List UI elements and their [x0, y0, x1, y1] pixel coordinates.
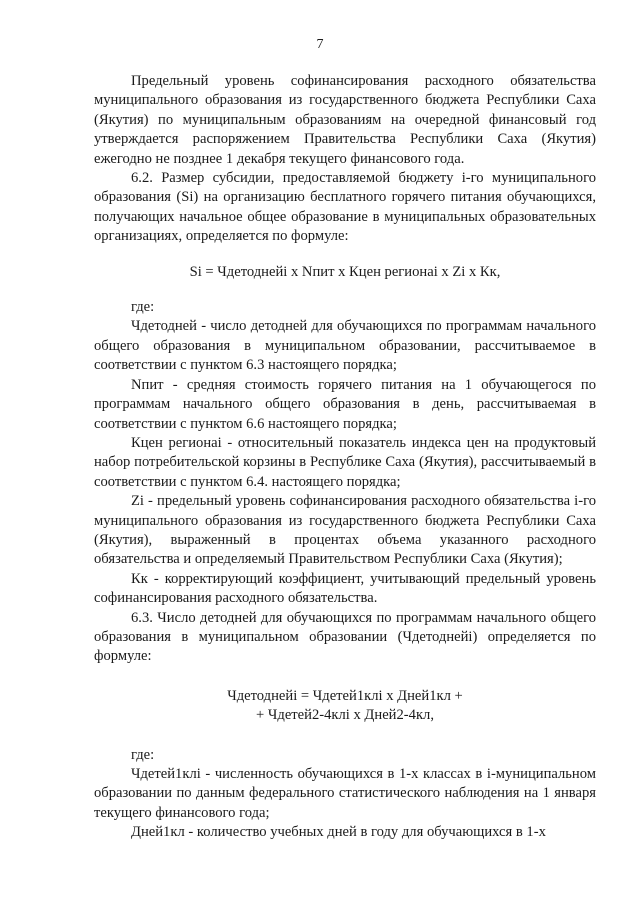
paragraph-cofinancing-limit: Предельный уровень софинансирования расходного обязательства муниципального образования из государственного бюджета Республики Саха (Якутия) по муниципальным образованиям на очередной финансовый год утверждается распоряжением Правительства Республики Саха (Якутия) ежегодно не позднее 1 декабря текущего финансового года.	[94, 73, 596, 167]
paragraph-6-2: 6.2. Размер субсидии, предоставляемой бюджету i-го муниципального образования (Si) на организацию бесплатного горячего питания обучающихся, получающих начальное общее образование в муниципальных образовательных организациях, определяется по формуле:	[94, 170, 596, 245]
paragraph-6-3: 6.3. Число детодней для обучающихся по программам начального общего образования в муниципальном образовании (Чдетоднейi) определяется по формуле:	[94, 609, 596, 665]
definition-meal-cost: Nпит - средняя стоимость горячего питания на 1 обучающегося по программам начального общего образования в день, рассчитываемая в соответствии с пунктом 6.6 настоящего порядка;	[94, 376, 596, 432]
formula-child-days-line2: + Чдетей2-4клi x Дней2-4кл,	[256, 707, 434, 724]
definition-first-grade-count: Чдетей1клi - численность обучающихся в 1-х классах в i-муниципальном образовании по данным федерального статистического наблюдения на 1 января текущего финансового года;	[94, 766, 596, 821]
where-label: где:	[131, 299, 155, 316]
definition-first-grade-days: Дней1кл - количество учебных дней в году для обучающихся в 1-х	[131, 824, 546, 841]
definition-correction-coefficient: Кк - корректирующий коэффициент, учитывающий предельный уровень софинансирования расходного обязательства.	[94, 570, 596, 607]
formula-child-days-line1: Чдетоднейi = Чдетей1клi x Дней1кл +	[227, 687, 463, 704]
definition-price-index: Кцен регионаi - относительный показатель индекса цен на продуктовый набор потребительской корзины в Республике Саха (Якутия), рассчитываемый в соответствии с пунктом 6.4. настоящего порядка;	[94, 434, 596, 490]
formula-subsidy: Si = Чдетоднейi x Nпит x Кцен регионаi x Zi x Кк,	[189, 263, 501, 280]
page-number: 7	[316, 37, 324, 52]
definition-child-days: Чдетодней - число детодней для обучающихся по программам начального общего образования в муниципальном образовании, рассчитываемое в соответствии с пунктом 6.3 настоящего порядка;	[94, 318, 596, 374]
where-label-2: где:	[131, 746, 155, 763]
document-body	[94, 72, 596, 843]
definition-cofinancing-level: Zi - предельный уровень софинансирования расходного обязательства i-го муниципального образования из государственного бюджета Республики Саха (Якутия), выраженный в процентах объема указанного расходного обязательства и определяемый Правительством Республики Саха (Якутия);	[94, 493, 596, 568]
